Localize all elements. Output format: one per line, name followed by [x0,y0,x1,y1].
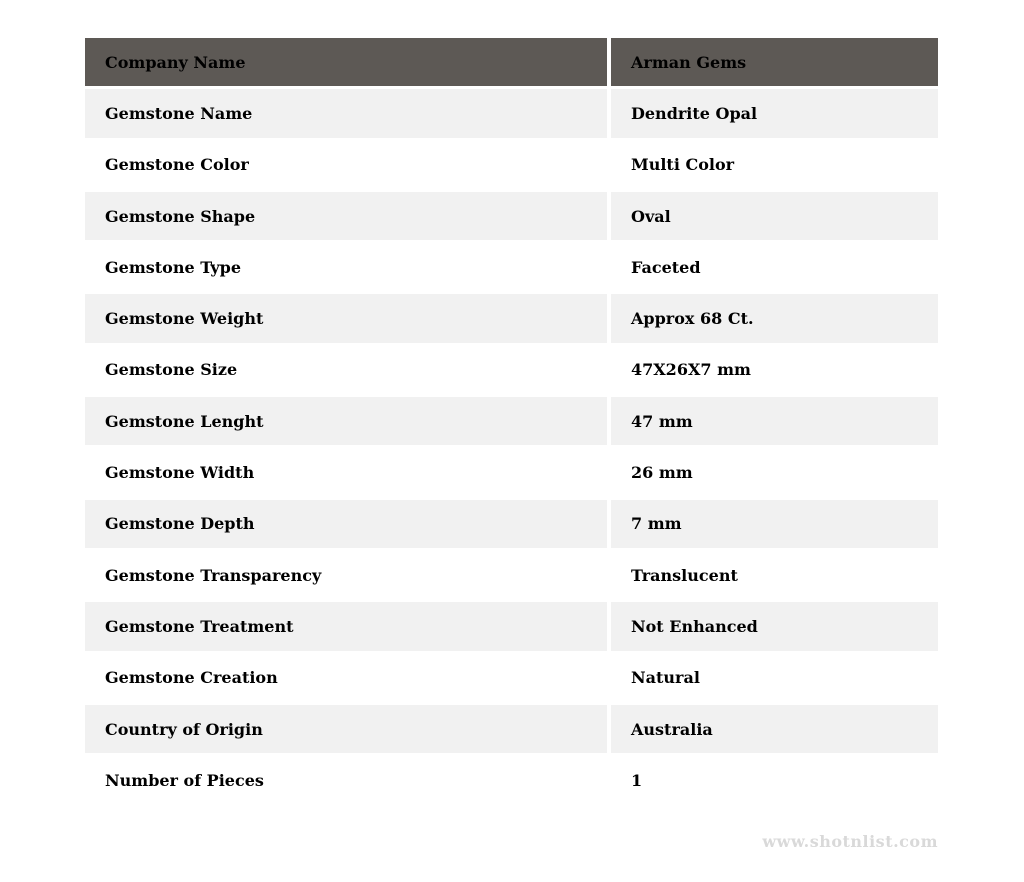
table-row [85,448,938,499]
row-label: Gemstone Type [85,243,611,291]
header-label-cell: Company Name [85,38,611,86]
table-row [85,756,938,807]
table-row [85,397,938,448]
row-value: Faceted [631,257,701,277]
row-label: Gemstone Weight [85,294,611,342]
header-value-cell: Arman Gems [631,52,747,72]
row-label: Gemstone Creation [85,654,611,702]
row-value: 7 mm [631,514,682,534]
row-label: Gemstone Lenght [85,397,611,445]
row-value: 47X26X7 mm [631,360,751,380]
row-label: Gemstone Depth [85,500,611,548]
table-row [85,551,938,602]
row-label: Gemstone Width [85,448,611,496]
row-value: 47 mm [631,411,693,431]
row-label: Gemstone Color [85,141,611,189]
table-row [85,346,938,397]
row-label: Gemstone Treatment [85,602,611,650]
table-row [85,243,938,294]
row-value: Multi Color [631,155,735,175]
row-label: Country of Origin [85,705,611,753]
row-label: Number of Pieces [85,756,611,804]
row-value: Australia [631,719,713,739]
gemstone-spec-table [85,38,938,807]
row-value: 26 mm [631,463,693,483]
row-value: Oval [631,206,671,226]
table-row [85,141,938,192]
row-label: Gemstone Name [85,89,611,137]
table-header-row [85,38,938,89]
row-value: Approx 68 Ct. [631,309,754,329]
table-row [85,602,938,653]
table-row [85,89,938,140]
table-row [85,500,938,551]
row-value: 1 [631,770,643,790]
table-row [85,654,938,705]
table-body [85,89,938,807]
table-row [85,294,938,345]
row-label: Gemstone Shape [85,192,611,240]
row-value: Dendrite Opal [631,103,758,123]
watermark-text: www.shotnlist.com [762,832,938,851]
row-value: Not Enhanced [631,616,758,636]
table-row [85,192,938,243]
row-value: Natural [631,668,700,688]
row-label: Gemstone Size [85,346,611,394]
row-value: Translucent [631,565,738,585]
table-row [85,705,938,756]
row-label: Gemstone Transparency [85,551,611,599]
